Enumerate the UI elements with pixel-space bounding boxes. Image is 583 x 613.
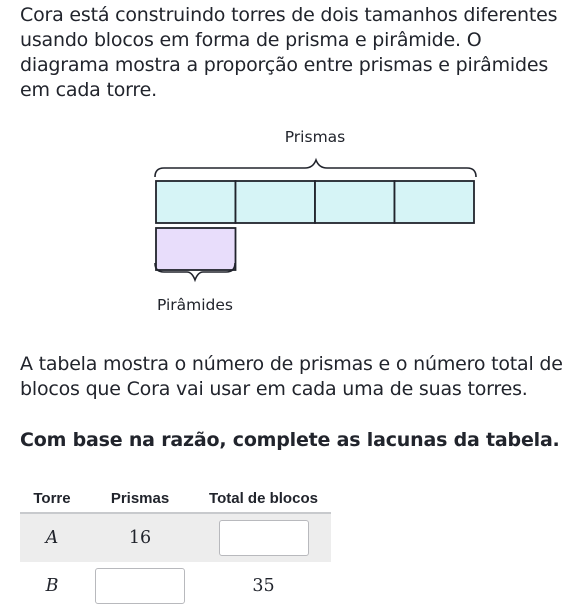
pyramid-row <box>156 228 236 270</box>
table-intro-text: A tabela mostra o número de prismas e o número total de blocos que Cora vai usar em cada uma de suas torres. <box>20 353 563 400</box>
intro-text: Cora está construindo torres de dois tamanhos diferentes usando blocos em forma de prisma e pirâmide. O diagrama mostra a proporção entre prismas e pirâmides em cada torre. <box>20 4 558 101</box>
header-prismas: Prismas <box>84 484 196 513</box>
table-header-row <box>20 484 331 513</box>
prisms-label: Prismas <box>284 128 346 146</box>
ratio-table <box>20 484 331 610</box>
prism-block <box>315 181 395 223</box>
pyramids-label: Pirâmides <box>156 296 234 314</box>
total-a-input[interactable] <box>219 520 309 556</box>
prism-block <box>395 181 475 223</box>
prisms-brace <box>155 160 476 177</box>
prismas-a: 16 <box>84 513 196 562</box>
prismas-b-cell <box>84 562 196 610</box>
header-total: Total de blocos <box>196 484 331 513</box>
pyramid-block <box>156 228 236 270</box>
header-torre: Torre <box>20 484 84 513</box>
instruction-text: Com base na razão, complete as lacunas da tabela. <box>20 429 560 451</box>
table-row <box>20 513 331 562</box>
torre-a: A <box>20 513 84 562</box>
prism-block <box>156 181 236 223</box>
prism-block <box>236 181 316 223</box>
prismas-b-input[interactable] <box>95 568 185 604</box>
table-row <box>20 562 331 610</box>
total-b: 35 <box>252 576 275 596</box>
total-a-cell <box>196 513 331 562</box>
prism-row <box>156 181 474 223</box>
torre-b: B <box>45 576 59 596</box>
